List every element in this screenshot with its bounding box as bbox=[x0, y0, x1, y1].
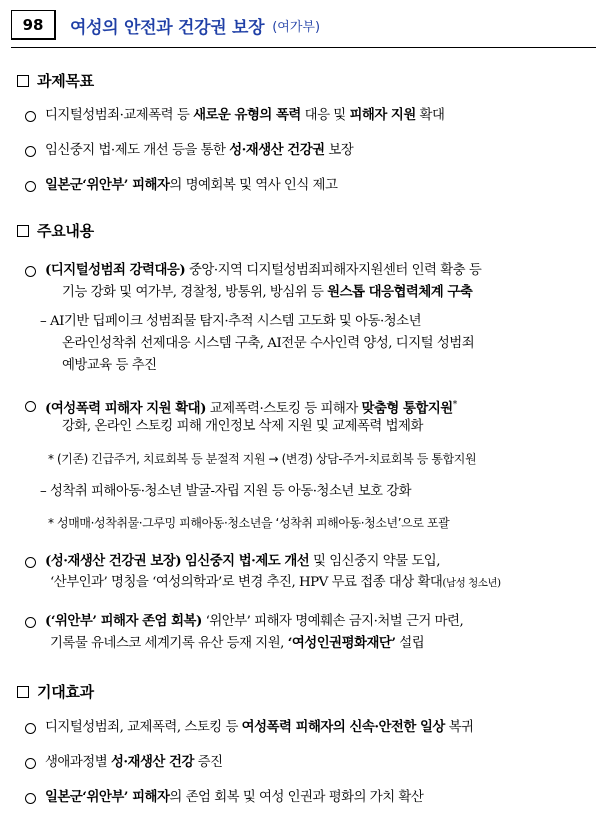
main-item-2-sub-1: – 성착취 피해아동·청소년 발굴-자립 지원 등 아동·청소년 보호 강화 bbox=[40, 484, 412, 499]
section-title: 과제목표 bbox=[37, 72, 94, 90]
section-effects bbox=[17, 681, 94, 702]
main-item-4-line-2: 기록물 유네스코 세계기록 유산 등재 지원, ‘여성인권평화재단’ 설립 bbox=[50, 635, 425, 651]
circle-bullet-icon bbox=[25, 111, 36, 122]
main-item-1-line-1: (디지털성범죄 강력대응) 중앙·지역 디지털성범죄피해자지원센터 인력 확충 등 bbox=[45, 262, 482, 278]
section-title: 주요내용 bbox=[37, 222, 94, 240]
square-bullet-icon bbox=[17, 686, 29, 698]
main-item-4-line-1: (‘위안부’ 피해자 존엄 회복) ‘위안부’ 피해자 명예훼손 금지·처벌 근거 마련, bbox=[45, 613, 464, 629]
main-item-3-line-1: (성·재생산 건강권 보장) 임신중지 법·제도 개선 및 임신중지 약물 도입, bbox=[45, 553, 440, 569]
section-goals bbox=[17, 70, 94, 91]
main-item-1-line-2: 기능 강화 및 여가부, 경찰청, 방통위, 방심위 등 원스톱 대응협력체계 구축 bbox=[62, 284, 473, 300]
effect-item: 디지털성범죄, 교제폭력, 스토킹 등 여성폭력 피해자의 신속·안전한 일상 복귀 bbox=[45, 719, 474, 735]
circle-bullet-icon bbox=[25, 266, 36, 277]
circle-bullet-icon bbox=[25, 401, 36, 412]
header-divider bbox=[11, 47, 596, 48]
main-item-3-line-2: ‘산부인과’ 명칭을 ‘여성의학과’로 변경 추진, HPV 무료 접종 대상 확대(남성 청소년) bbox=[50, 575, 501, 590]
goal-item: 임신중지 법·제도 개선 등을 통한 성·재생산 건강권 보장 bbox=[45, 142, 354, 158]
main-item-1-sub-2: 온라인성착취 선제대응 시스템 구축, AI전문 수사인력 양성, 디지털 성범죄 bbox=[62, 336, 475, 351]
circle-bullet-icon bbox=[25, 557, 36, 568]
section-title: 기대효과 bbox=[37, 683, 94, 701]
task-number-box: 98 bbox=[11, 10, 56, 40]
circle-bullet-icon bbox=[25, 181, 36, 192]
goal-item: 일본군‘위안부’ 피해자의 명예회복 및 역사 인식 제고 bbox=[45, 177, 338, 193]
page-title: 여성의 안전과 건강권 보장 bbox=[70, 17, 265, 38]
square-bullet-icon bbox=[17, 75, 29, 87]
main-item-1-sub-3: 예방교육 등 추진 bbox=[62, 358, 157, 373]
main-item-2-note-1: * (기존) 긴급주거, 치료회복 등 분절적 지원 → (변경) 상담-주거-치료회복 등 통합지원 bbox=[48, 452, 477, 466]
main-item-2-note-2: * 성매매·성착취물·그루밍 피해아동·청소년을 ‘성착취 피해아동·청소년’으로 포괄 bbox=[48, 516, 450, 530]
effect-item: 생애과정별 성·재생산 건강 증진 bbox=[45, 754, 223, 770]
square-bullet-icon bbox=[17, 225, 29, 237]
ministry-label: (여가부) bbox=[272, 19, 321, 35]
header bbox=[11, 10, 320, 40]
circle-bullet-icon bbox=[25, 617, 36, 628]
circle-bullet-icon bbox=[25, 793, 36, 804]
circle-bullet-icon bbox=[25, 758, 36, 769]
effect-item: 일본군‘위안부’ 피해자의 존엄 회복 및 여성 인권과 평화의 가치 확산 bbox=[45, 789, 424, 805]
circle-bullet-icon bbox=[25, 146, 36, 157]
goal-item: 디지털성범죄·교제폭력 등 새로운 유형의 폭력 대응 및 피해자 지원 확대 bbox=[45, 107, 445, 123]
section-main bbox=[17, 220, 94, 241]
main-item-2-line-1: (여성폭력 피해자 지원 확대) 교제폭력·스토킹 등 피해자 맞춤형 통합지원* bbox=[45, 400, 457, 417]
circle-bullet-icon bbox=[25, 723, 36, 734]
main-item-2-line-2: 강화, 온라인 스토킹 피해 개인정보 삭제 지원 및 교제폭력 법제화 bbox=[62, 419, 423, 434]
main-item-1-sub-1: – AI기반 딥페이크 성범죄물 탐지·추적 시스템 고도화 및 아동·청소년 bbox=[40, 314, 422, 329]
